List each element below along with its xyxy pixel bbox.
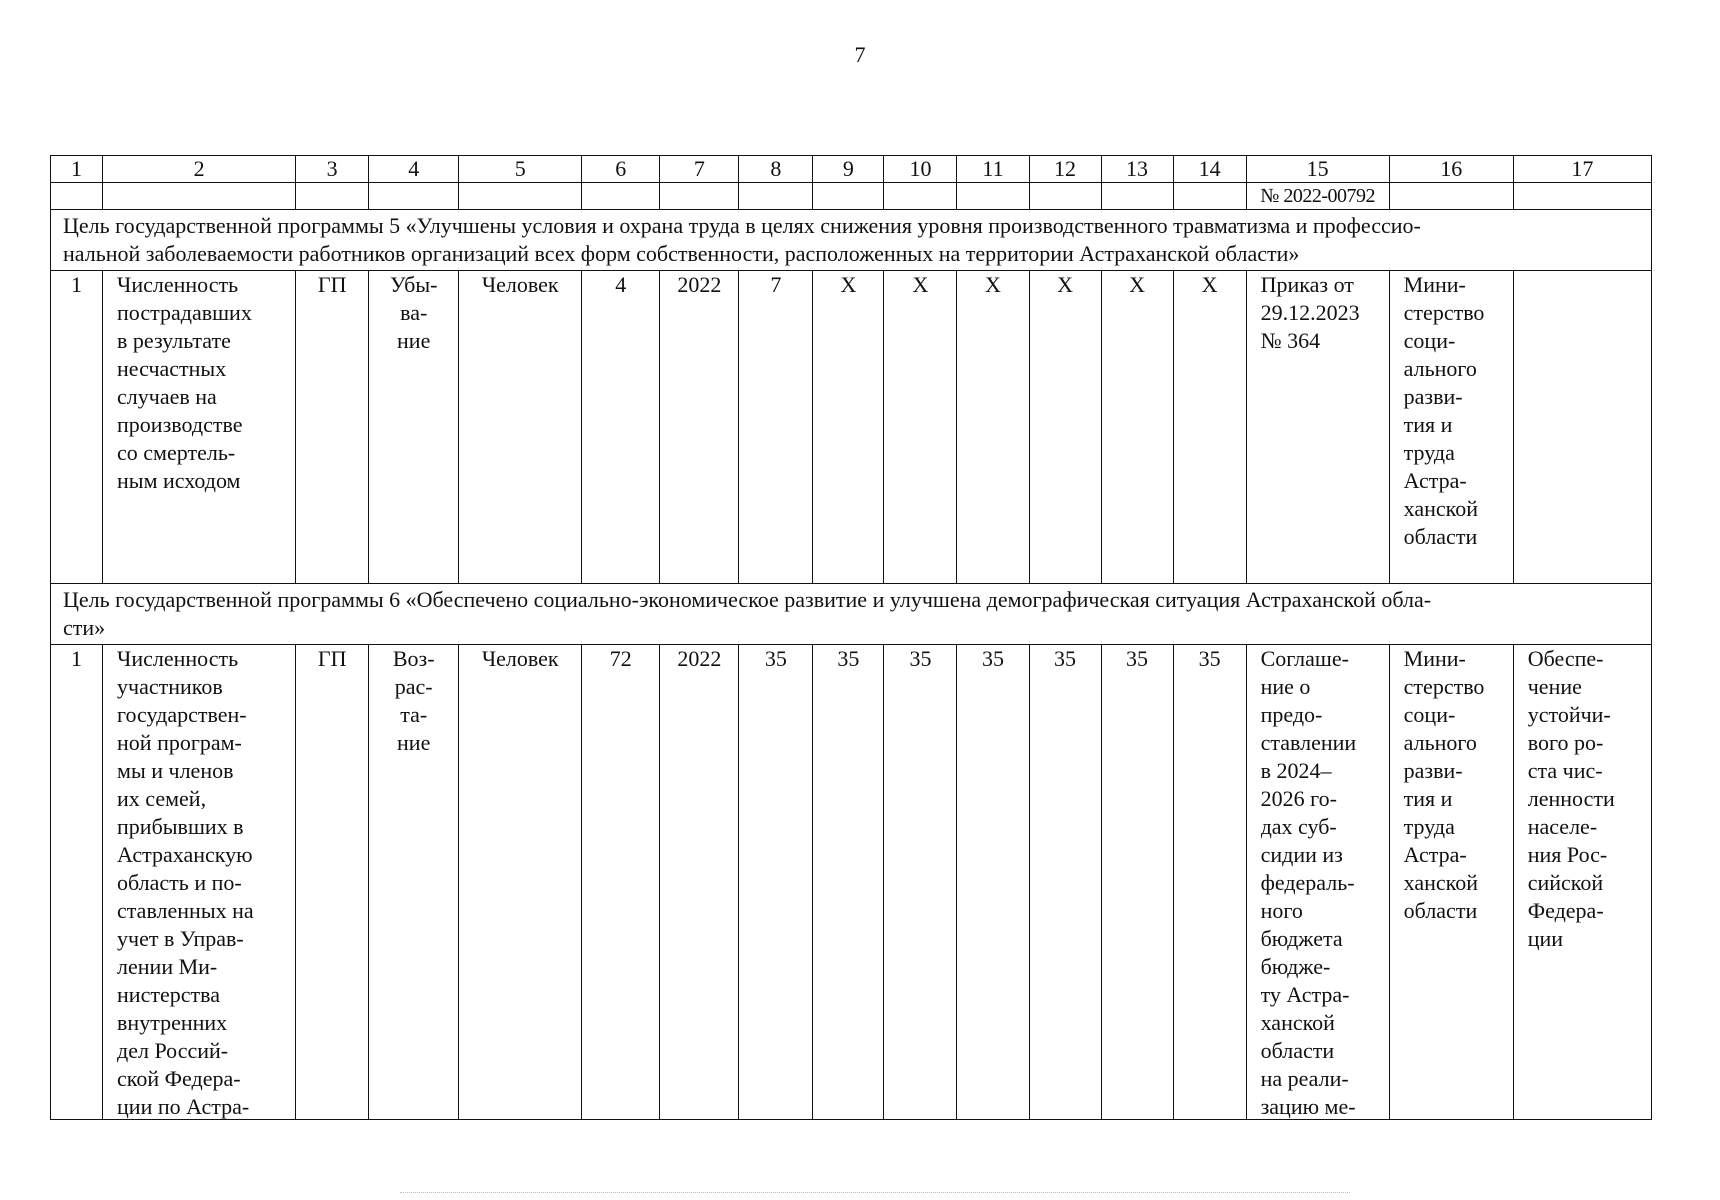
empty-cell <box>884 183 957 210</box>
empty-cell <box>296 183 369 210</box>
empty-cell <box>1029 183 1101 210</box>
registration-number: № 2022-00792 <box>1246 183 1389 210</box>
national-goal-link: Обеспе- чение устойчи- вого ро- ста чис- ленности населе- ния Рос- сийской Федера- ции <box>1513 645 1651 1120</box>
column-header: 1 <box>51 156 103 183</box>
empty-cell <box>369 183 459 210</box>
supporting-document: Соглаше- ние о предо- ставлении в 2024– 2026 го- дах суб- сидии из федераль- ного бюджета бюдже- ту Астра- ханской области на реали- зацию ме- <box>1260 646 1357 1119</box>
indicator-level: ГП <box>296 645 369 1120</box>
column-header: 3 <box>296 156 369 183</box>
column-header: 7 <box>660 156 739 183</box>
column-header: 11 <box>957 156 1029 183</box>
row-number: 1 <box>51 271 103 584</box>
indicator-name: Численность пострадавших в результате несчастных случаев на производстве со смертель- ным исходом <box>103 271 296 584</box>
column-header: 14 <box>1173 156 1246 183</box>
value-col-14: 35 <box>1173 645 1246 1120</box>
goal-5-heading: Цель государственной программы 5 «Улучшены условия и охрана труда в целях снижения уровня производственного травматизма и профессио- нальной заболеваемости работников организаций всех форм собственности, расположенных на территории Астраханской области» <box>51 210 1652 271</box>
column-number-row <box>51 156 1652 183</box>
table-row <box>51 271 1652 584</box>
empty-cell <box>1389 183 1513 210</box>
empty-cell <box>1513 183 1651 210</box>
supporting-document: Приказ от 29.12.2023 № 364 <box>1246 271 1389 584</box>
base-year: 2022 <box>660 271 739 584</box>
unit-of-measure: Человек <box>459 271 582 584</box>
column-header: 8 <box>739 156 813 183</box>
empty-cell <box>813 183 884 210</box>
empty-cell <box>1173 183 1246 210</box>
indicator-level: ГП <box>296 271 369 584</box>
empty-cell <box>957 183 1029 210</box>
empty-cell <box>739 183 813 210</box>
empty-cell <box>103 183 296 210</box>
value-col-9: Х <box>813 271 884 584</box>
value-col-10: Х <box>884 271 957 584</box>
column-header: 10 <box>884 156 957 183</box>
value-col-12: 35 <box>1029 645 1101 1120</box>
value-col-11: 35 <box>957 645 1029 1120</box>
scan-artifact <box>400 1192 1350 1195</box>
column-header: 12 <box>1029 156 1101 183</box>
value-col-8: 35 <box>739 645 813 1120</box>
value-col-14: Х <box>1173 271 1246 584</box>
base-value: 4 <box>582 271 660 584</box>
value-col-13: Х <box>1101 271 1173 584</box>
column-header: 2 <box>103 156 296 183</box>
indicator-name: Численность участников государствен- ной програм- мы и членов их семей, прибывших в Астраханскую область и по- ставленных на учет в Управ- лении Ми- нистерства внутренних дел Россий- ской Федера- ции по Астра- <box>117 646 254 1119</box>
empty-cell <box>660 183 739 210</box>
goal-5-row <box>51 210 1652 271</box>
responsible-body: Мини- стерство соци- ального разви- тия и труда Астра- ханской области <box>1389 645 1513 1120</box>
unit-of-measure: Человек <box>459 645 582 1120</box>
empty-cell <box>51 183 103 210</box>
indicator-trend: Убы- ва- ние <box>369 271 459 584</box>
column-header: 17 <box>1513 156 1651 183</box>
table-row <box>51 645 1652 1120</box>
indicator-trend: Воз- рас- та- ние <box>369 645 459 1120</box>
column-header: 13 <box>1101 156 1173 183</box>
value-col-10: 35 <box>884 645 957 1120</box>
carry-over-row <box>51 183 1652 210</box>
value-col-12: Х <box>1029 271 1101 584</box>
column-header: 5 <box>459 156 582 183</box>
column-header: 4 <box>369 156 459 183</box>
value-col-13: 35 <box>1101 645 1173 1120</box>
empty-cell <box>459 183 582 210</box>
base-value: 72 <box>582 645 660 1120</box>
base-year: 2022 <box>660 645 739 1120</box>
value-col-11: Х <box>957 271 1029 584</box>
column-header: 6 <box>582 156 660 183</box>
page-number: 7 <box>854 42 866 67</box>
row-number: 1 <box>51 645 103 1120</box>
column-header: 9 <box>813 156 884 183</box>
indicators-table <box>50 155 1652 1120</box>
value-col-9: 35 <box>813 645 884 1120</box>
responsible-body: Мини- стерство соци- ального разви- тия и труда Астра- ханской области <box>1389 271 1513 584</box>
column-header: 15 <box>1246 156 1389 183</box>
empty-cell <box>582 183 660 210</box>
national-goal-link <box>1513 271 1651 584</box>
empty-cell <box>1101 183 1173 210</box>
column-header: 16 <box>1389 156 1513 183</box>
goal-6-row <box>51 584 1652 645</box>
value-col-8: 7 <box>739 271 813 584</box>
goal-6-heading: Цель государственной программы 6 «Обеспечено социально-экономическое развитие и улучшена демографическая ситуация Астраханской обла- сти» <box>51 584 1652 645</box>
